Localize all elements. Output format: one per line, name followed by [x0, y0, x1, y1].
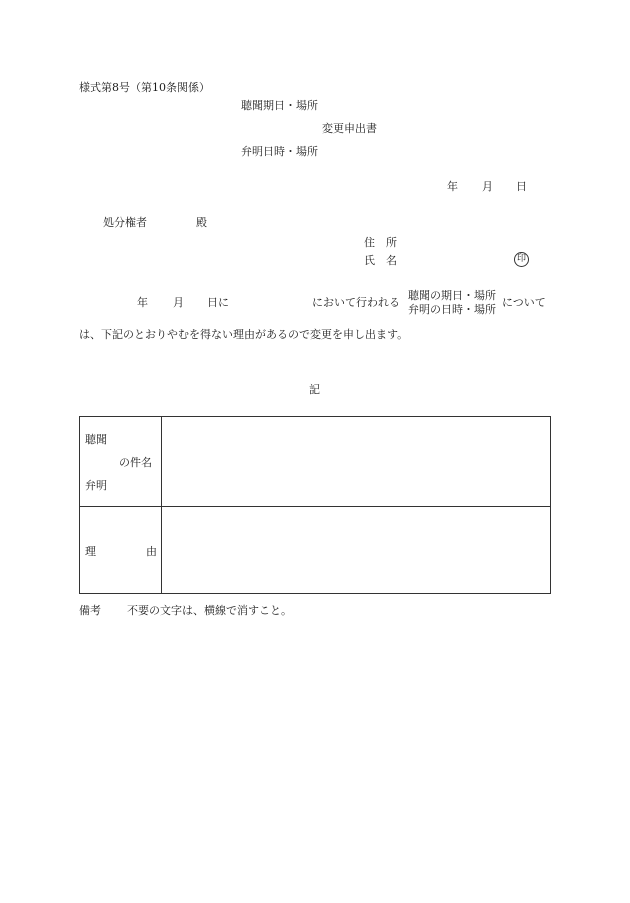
date-month: 月 — [482, 180, 493, 193]
seal-mark: 印 — [514, 252, 529, 267]
document-title: 変更申出書 — [322, 122, 377, 135]
body-year: 年 — [137, 296, 148, 309]
reason-field[interactable] — [162, 507, 550, 593]
details-table — [79, 416, 551, 594]
subject-label-explanation: 弁明 — [85, 479, 107, 492]
addressee: 処分権者 — [103, 216, 147, 229]
reason-label-right: 由 — [146, 545, 157, 558]
addressee-suffix: 殿 — [196, 216, 207, 229]
body-option-hearing: 聴聞の期日・場所 — [408, 289, 496, 302]
note-label: 備考 — [79, 604, 101, 617]
subject-label-hearing: 聴聞 — [85, 433, 107, 446]
body-at: において行われる — [312, 296, 400, 309]
body-month: 月 — [173, 296, 184, 309]
note-text: 不要の文字は、横線で消すこと。 — [127, 604, 292, 617]
body-about: について — [502, 296, 546, 309]
title-line-explanation: 弁明日時・場所 — [241, 145, 318, 158]
subject-label-name: の件名 — [119, 456, 152, 469]
ki-heading: 記 — [309, 383, 320, 396]
title-line-hearing: 聴聞期日・場所 — [241, 99, 318, 112]
address-label: 住 所 — [364, 236, 397, 249]
subject-field[interactable] — [162, 417, 550, 506]
name-label: 氏 名 — [364, 254, 397, 267]
form-number: 様式第8号（第10条関係） — [79, 81, 210, 94]
body-options — [408, 290, 496, 315]
body-option-explanation: 弁明の日時・場所 — [408, 303, 496, 316]
body-line-2: は、下記のとおりやむを得ない理由があるので変更を申し出ます。 — [79, 328, 409, 341]
date-year: 年 — [447, 180, 458, 193]
date-day: 日 — [516, 180, 527, 193]
reason-label-left: 理 — [85, 545, 96, 558]
body-day: 日に — [207, 296, 229, 309]
